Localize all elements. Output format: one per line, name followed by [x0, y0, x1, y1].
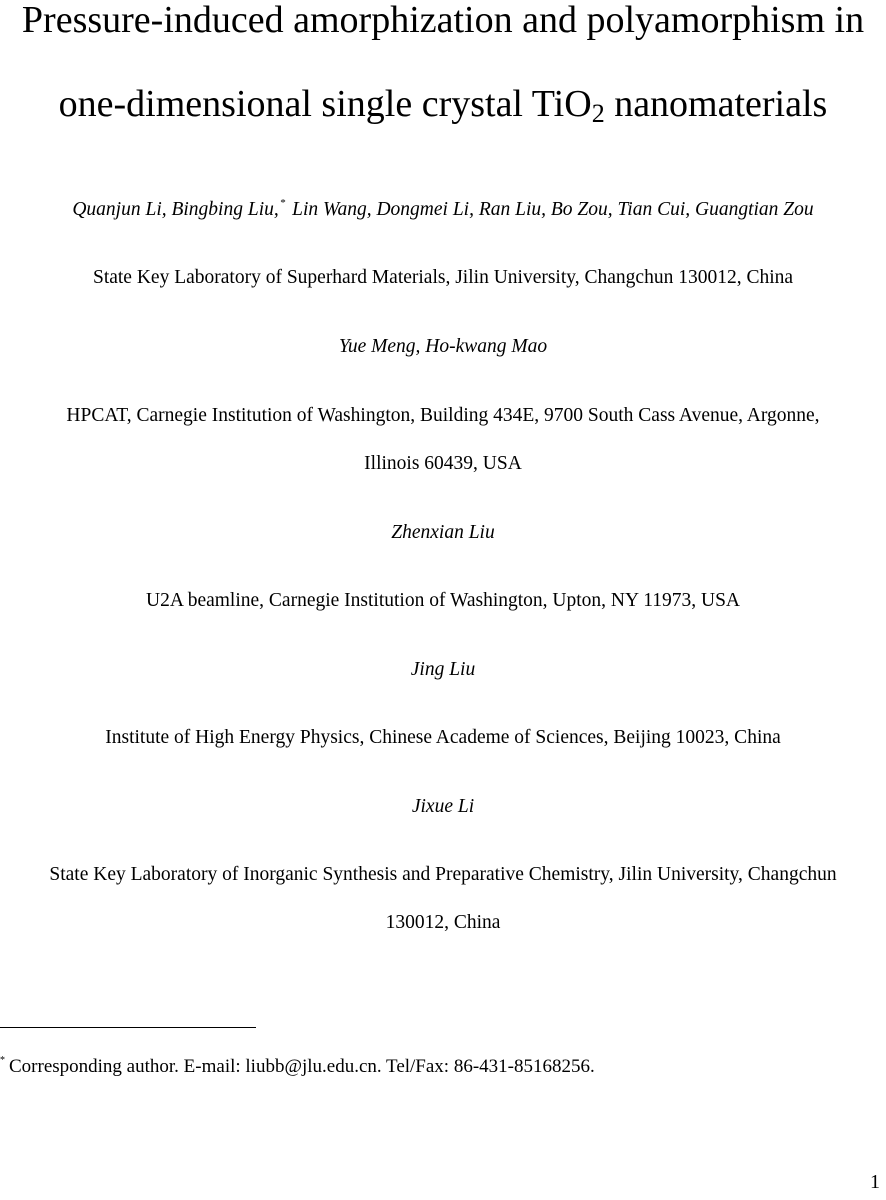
page-number: 1 — [870, 1171, 880, 1193]
author-group-zhenxian-liu: Zhenxian Liu — [391, 522, 495, 543]
corresponding-author-footnote — [0, 1055, 595, 1079]
affiliation-inorganic-synthesis-line-1: State Key Laboratory of Inorganic Synthesis and Preparative Chemistry, Jilin University, Changchun — [49, 864, 837, 885]
paper-title-line-1: Pressure-induced amorphization and polyamorphism in — [21, 0, 865, 41]
authors-part-1: Quanjun Li, Bingbing Liu, — [72, 199, 279, 220]
title-text-before-subscript: one-dimensional single crystal TiO — [58, 83, 592, 125]
title-text-after-subscript: nanomaterials — [604, 83, 828, 125]
affiliation-inorganic-synthesis-line-2: 130012, China — [385, 912, 501, 933]
affiliation-superhard-materials: State Key Laboratory of Superhard Materials, Jilin University, Changchun 130012, China — [92, 267, 794, 288]
affiliation-u2a-beamline: U2A beamline, Carnegie Institution of Washington, Upton, NY 11973, USA — [145, 590, 741, 611]
author-group-jixue-li: Jixue Li — [411, 796, 475, 817]
paper-title-line-2 — [0, 83, 886, 128]
author-list — [0, 198, 886, 222]
footnote-separator — [0, 1027, 256, 1028]
footnote-text: Corresponding author. E-mail: liubb@jlu.edu.cn. Tel/Fax: 86-431-85168256. — [9, 1056, 595, 1077]
affiliation-hpcat-line-2: Illinois 60439, USA — [364, 453, 522, 474]
author-group-jing-liu: Jing Liu — [410, 659, 476, 680]
footnote-mark: * — [0, 1055, 5, 1066]
affiliation-hpcat-line-1: HPCAT, Carnegie Institution of Washington, Building 434E, 9700 South Cass Avenue, Argonne, — [66, 405, 820, 426]
affiliation-high-energy-physics: Institute of High Energy Physics, Chinese Academe of Sciences, Beijing 10023, China — [105, 727, 781, 748]
corresponding-author-mark: * — [279, 197, 286, 209]
authors-part-2: Lin Wang, Dongmei Li, Ran Liu, Bo Zou, Tian Cui, Guangtian Zou — [287, 199, 814, 220]
title-subscript: 2 — [591, 99, 605, 128]
author-group-meng-mao: Yue Meng, Ho-kwang Mao — [338, 336, 548, 357]
